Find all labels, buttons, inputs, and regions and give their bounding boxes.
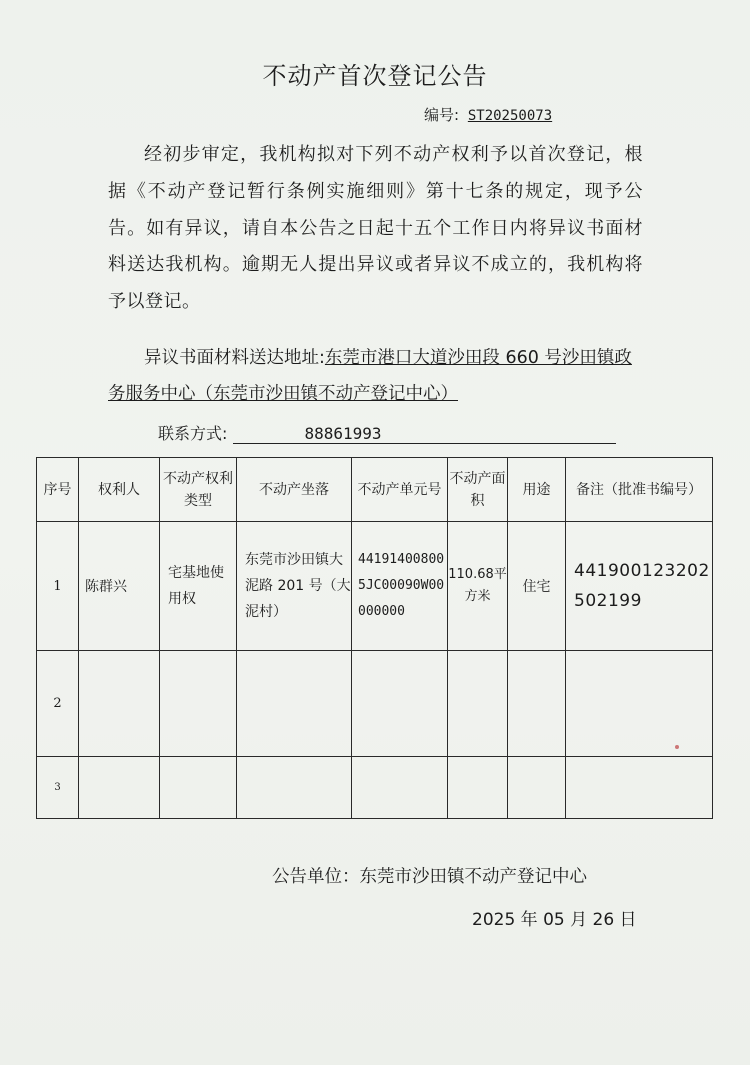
row-use	[508, 651, 566, 757]
row-area	[448, 757, 508, 819]
notice-number-value: ST20250073	[467, 108, 553, 124]
issuing-unit: 公告单位：东莞市沙田镇不动产登记中心	[272, 867, 587, 887]
col-header-note: 备注（批准书编号）	[566, 458, 713, 522]
col-header-area: 不动产面积	[448, 458, 508, 522]
table-row	[37, 522, 713, 651]
col-header-right-type: 不动产权利类型	[160, 458, 237, 522]
table-row	[37, 651, 713, 757]
row-area: 110.68平方米	[448, 522, 508, 651]
row-index: 2	[37, 651, 79, 757]
notice-number	[424, 104, 552, 125]
row-holder	[79, 651, 160, 757]
table-header-row	[37, 458, 713, 522]
address-label: 异议书面材料送达地址:	[144, 348, 325, 368]
contact-line	[158, 421, 638, 444]
row-right-type: 宅基地使用权	[160, 522, 237, 651]
page-title: 不动产首次登记公告	[262, 62, 488, 90]
row-right-type	[160, 651, 237, 757]
row-unit-no	[352, 651, 448, 757]
address-value: 东莞市港口大道沙田段 660 号沙田镇政务服务中心（东莞市沙田镇不动产登记中心）	[108, 348, 632, 404]
row-note: 441900123202502199	[566, 522, 713, 651]
row-unit-no: 441914008005JC00090W00000000	[352, 522, 448, 651]
objection-address	[108, 340, 648, 412]
ink-speck	[675, 745, 679, 749]
contact-phone: 88861993	[233, 424, 616, 444]
notice-number-label: 编号:	[424, 106, 460, 124]
registration-table	[36, 457, 713, 819]
row-use: 住宅	[508, 522, 566, 651]
row-area	[448, 651, 508, 757]
issue-date: 2025 年 05 月 26 日	[472, 910, 637, 930]
col-header-unit-no: 不动产单元号	[352, 458, 448, 522]
row-index: 1	[37, 522, 79, 651]
contact-label: 联系方式:	[158, 424, 228, 443]
col-header-use: 用途	[508, 458, 566, 522]
col-header-location: 不动产坐落	[237, 458, 352, 522]
row-holder	[79, 757, 160, 819]
row-right-type	[160, 757, 237, 819]
col-header-holder: 权利人	[79, 458, 160, 522]
row-location	[237, 651, 352, 757]
row-unit-no	[352, 757, 448, 819]
row-note	[566, 757, 713, 819]
row-location: 东莞市沙田镇大泥路 201 号（大泥村）	[237, 522, 352, 651]
table-row	[37, 757, 713, 819]
row-index: 3	[37, 757, 79, 819]
row-note	[566, 651, 713, 757]
notice-paragraph: 经初步审定，我机构拟对下列不动产权利予以首次登记，根据《不动产登记暂行条例实施细则》第十七条的规定，现予公告。如有异议，请自本公告之日起十五个工作日内将异议书面材料送达我机构。逾期无人提出异议或者异议不成立的，我机构将予以登记。	[108, 144, 643, 313]
row-location	[237, 757, 352, 819]
col-header-index: 序号	[37, 458, 79, 522]
row-holder: 陈群兴	[79, 522, 160, 651]
row-use	[508, 757, 566, 819]
